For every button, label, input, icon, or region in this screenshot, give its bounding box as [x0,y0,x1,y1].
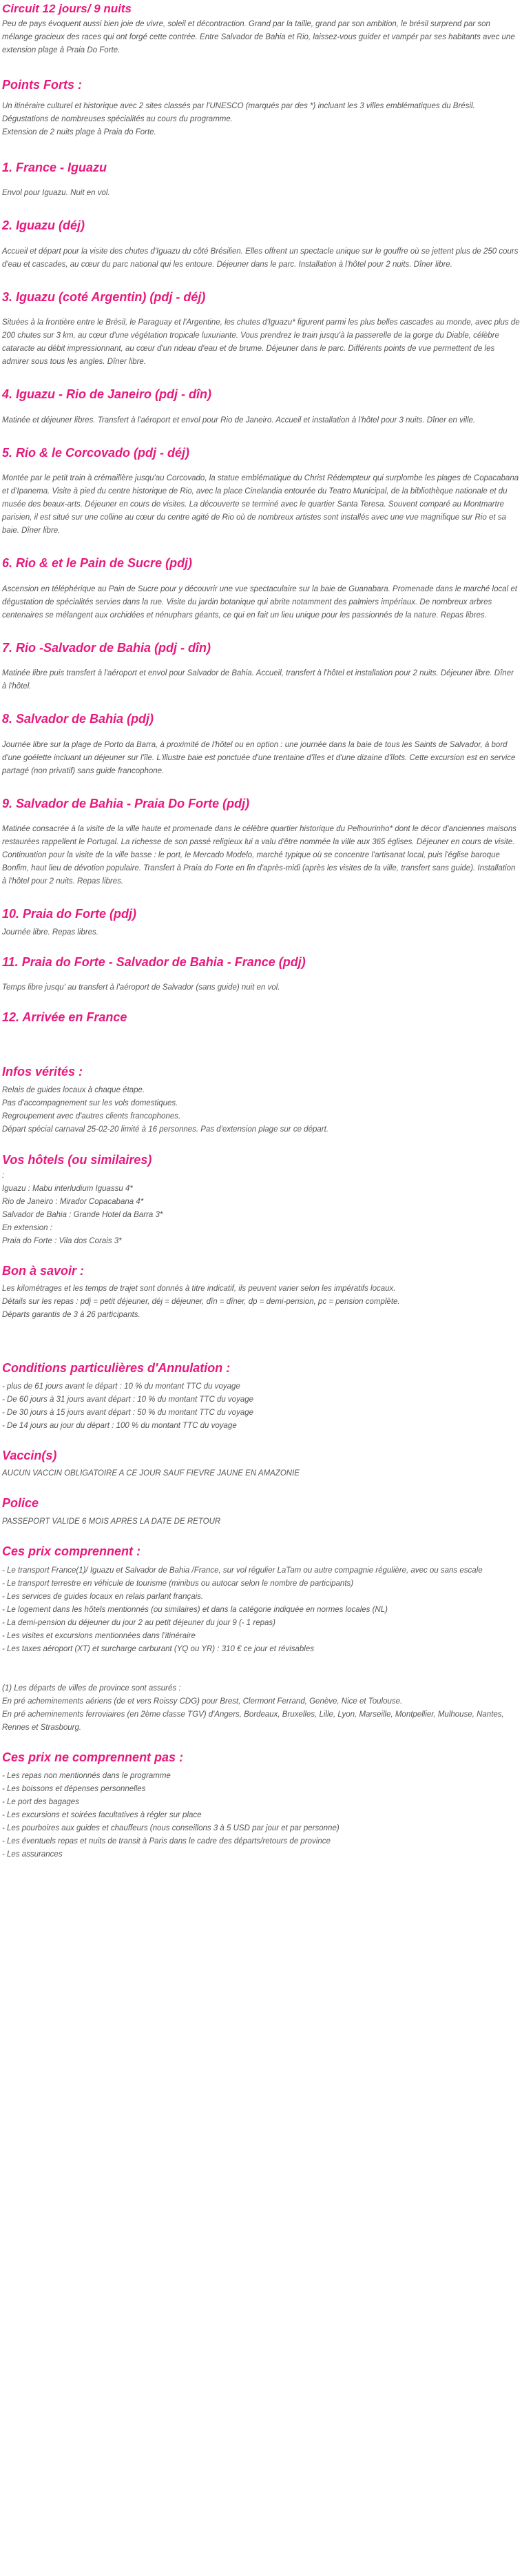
hotels-list [2,1169,520,1248]
day-2-heading: 2. Iguazu (déj) [2,218,85,233]
prix-ne-comprennent-pas-item: - Les pourboires aux guides et chauffeurs (nous conseillons 3 à 5 USD par jour et par personne) [2,1823,340,1832]
day-11-text: Temps libre jusqu' au transfert à l'aéroport de Salvador (sans guide) nuit en vol. [2,983,280,992]
prix-comprennent-note: En pré acheminements aériens (de et vers Roissy CDG) pour Brest, Clermont Ferrand, Genève, Nice et Toulouse. [2,1697,403,1706]
prix-ne-comprennent-pas-item: - Les assurances [2,1850,63,1859]
points-forts-item: Un itinéraire culturel et historique avec 2 sites classés par l'UNESCO (marqués par des *) incluant les 3 villes emblématiques du Brésil. [2,101,475,110]
prix-comprennent-item: - Le transport terrestre en véhicule de tourisme (minibus ou autocar selon le nombre de participants) [2,1580,354,1588]
day-12-heading: 12. Arrivée en France [2,1010,127,1025]
annulation-item: - De 60 jours à 31 jours avant départ : 10 % du montant TTC du voyage [2,1395,254,1404]
bon-a-savoir-item: Détails sur les repas : pdj = petit déjeuner, déj = déjeuner, dîn = dîner, dp = demi-pension, pc = pension complète. [2,1298,400,1307]
page [0,1,522,1861]
blank-line [2,1656,520,1669]
police-text: PASSEPORT VALIDE 6 MOIS APRES LA DATE DE RETOUR [2,1517,221,1526]
points-forts-item: Dégustations de nombreuses spécialités au cours du programme. [2,114,233,123]
prix-comprennent-item: - Le transport France(1)/ Iguazu et Salvador de Bahia /France, sur vol régulier LaTam ou autre compagnie régulière, avec ou sans escale [2,1566,483,1575]
hotels-item: Rio de Janeiro : Mirador Copacabana 4* [2,1197,144,1206]
prix-comprennent-heading: Ces prix comprennent : [2,1544,141,1558]
vaccin-text: AUCUN VACCIN OBLIGATOIRE A CE JOUR SAUF FIEVRE JAUNE EN AMAZONIE [2,1469,300,1478]
day-11-heading: 11. Praia do Forte - Salvador de Bahia - France (pdj) [2,954,306,969]
infos-item: Pas d'accompagnement sur les vols domestiques. [2,1099,178,1108]
infos-heading: Infos vérités : [2,1064,83,1079]
intro-text: Peu de pays évoquent aussi bien joie de vivre, soleil et décontraction. Grand par la taille, grand par son ambition, le brésil surprend par son mélange gracieux des races qui ont forgé cette contrée. Entre Salvador de Bahia et Rio, laissez-vous guider et vampér par ses habitants avec une extension plage à Praia Do Forte. [2,20,515,55]
day-8-text: Journée libre sur la plage de Porto da Barra, à proximité de l'hôtel ou en option : une journée dans la baie de tous les Saints de Salvador, à bord d'une goélette incluant un déjeuner sur l'île. L'illustre baie est ponctuée d'une trentaine d'îles et d'une dizaine d'îlots. Cette excursion est en service partagé (non privatif) sans guide francophone. [2,740,516,775]
infos-item: Relais de guides locaux à chaque étape. [2,1086,145,1095]
prix-comprennent-item: - Les taxes aéroport (XT) et surcharge carburant (YQ ou YR) : 310 € ce jour et révisables [2,1645,314,1654]
hotels-item: : [2,1171,5,1180]
hotels-heading: Vos hôtels (ou similaires) [2,1153,152,1167]
day-7-heading: 7. Rio -Salvador de Bahia (pdj - dîn) [2,640,211,655]
day-4-text: Matinée et déjeuner libres. Transfert à l'aéroport et envol pour Rio de Janeiro. Accueil et installation à l'hôtel pour 3 nuits. Dîner en ville. [2,416,476,425]
points-forts-item: Extension de 2 nuits plage à Praia do Forte. [2,127,156,136]
infos-item: Départ spécial carnaval 25-02-20 limité à 16 personnes. Pas d'extension plage sur ce départ. [2,1125,328,1134]
day-6-text: Ascension en téléphérique au Pain de Sucre pour y découvrir une vue spectaculaire sur la baie de Guanabara. Promenade dans le marché local et dégustation de spécialités servies dans la rue. Visite du jardin botanique qui abrite notamment des palmiers impériaux. De nombreux arbres centenaires se mélangent aux orchidées et nénuphars géants, ce qui en fait un lieu unique pour les passionnés de la nature. Repas libres. [2,584,517,620]
bon-a-savoir-item: Départs garantis de 3 à 26 participants. [2,1311,140,1320]
prix-comprennent-list [2,1564,520,1735]
prix-ne-comprennent-pas-item: - Le port des bagages [2,1797,79,1806]
prix-ne-comprennent-pas-heading: Ces prix ne comprennent pas : [2,1750,184,1765]
annulation-item: - plus de 61 jours avant le départ : 10 % du montant TTC du voyage [2,1382,240,1391]
day-6-heading: 6. Rio & et le Pain de Sucre (pdj) [2,556,193,571]
day-2-text: Accueil et départ pour la visite des chutes d'Iguazu du côté Brésilien. Elles offrent un spectacle unique sur le gouffre où se jettent plus de 250 cours d'eau et cascades, au cœur du parc national qui les entoure. Déjeuner dans le parc. Installation à l'hôtel pour 2 nuits. Dîner libre. [2,247,519,269]
day-10-heading: 10. Praia do Forte (pdj) [2,907,137,921]
day-5-heading: 5. Rio & le Corcovado (pdj - déj) [2,445,190,460]
hotels-item: Iguazu : Mabu interludium Iguassu 4* [2,1184,133,1193]
day-8-heading: 8. Salvador de Bahia (pdj) [2,712,154,726]
vaccin-heading: Vaccin(s) [2,1448,57,1462]
annulation-heading: Conditions particulières d'Annulation : [2,1361,231,1376]
prix-ne-comprennent-pas-item: - Les repas non mentionnés dans le programme [2,1771,171,1780]
prix-comprennent-item: - La demi-pension du déjeuner du jour 2 au petit déjeuner du jour 9 (- 1 repas) [2,1619,275,1628]
annulation-item: - De 30 jours à 15 jours avant départ : 50 % du montant TTC du voyage [2,1408,254,1417]
day-1-text: Envol pour Iguazu. Nuit en vol. [2,189,110,198]
blank-line [2,1669,520,1682]
day-3-heading: 3. Iguazu (coté Argentin) (pdj - déj) [2,289,206,304]
prix-comprennent-item: - Le logement dans les hôtels mentionnés (ou similaires) et dans la catégorie indiquée en normes locales (NL) [2,1606,388,1615]
prix-ne-comprennent-pas-item: - Les excursions et soirées facultatives à régler sur place [2,1810,202,1819]
day-9-heading: 9. Salvador de Bahia - Praia Do Forte (pdj) [2,796,250,810]
annulation-item: - De 14 jours au jour du départ : 100 % du montant TTC du voyage [2,1421,237,1430]
day-5-text: Montée par le petit train à crémaillère jusqu'au Corcovado, la statue emblématique du Christ Rédempteur qui surplombe les plages de Copacabana et d'Ipanema. Visite à pied du centre historique de Rio, avec la place Cinelandia entourée du Teatro Municipal, de la bibliothèque nationale et du musée des beaux-arts. Déjeuner en cours de visites. La découverte se terminé avec le quartier Santa Teresa. Souvent comparé au Montmartre parisien, il est situé sur une colline au cœur du centre agité de Rio où de nombreux artistes sont installés avec une vue magnifique sur Rio et sa baie. Dîner libre. [2,474,519,535]
bon-a-savoir-list [2,1282,520,1322]
day-9-text: Matinée consacrée à la visite de la ville haute et promenade dans le célèbre quartier historique du Pelhourinho* dont le décor d'anciennes maisons restaurées rappellent le Portugal. La richesse de son passé religieux lui a valu d'être nommée la ville aux 365 églises. Déjeuner en cours de visite. Continuation pour la visite de la ville basse : le port, le Mercado Modelo, marché typique où se concentre l'artisanat local, puis l'église baroque Bonfim, haut lieu de dévotion populaire. Transfert à Praia do Forte en fin d'après-midi (après les visites de la ville, transfert sans guide). Installation à l'hôtel pour 2 nuits. Repas libres. [2,825,516,886]
prix-comprennent-item: - Les visites et excursions mentionnées dans l'itinéraire [2,1632,196,1641]
day-4-heading: 4. Iguazu - Rio de Janeiro (pdj - dîn) [2,387,212,402]
day-10-text: Journée libre. Repas libres. [2,928,98,937]
day-1-heading: 1. France - Iguazu [2,160,107,174]
hotels-item: En extension : [2,1223,52,1232]
points-forts-list [2,100,520,139]
hotels-item: Salvador de Bahia : Grande Hotel da Barra 3* [2,1210,163,1219]
page-title: Circuit 12 jours/ 9 nuits [2,2,132,15]
hotels-item: Praia do Forte : Vila dos Corais 3* [2,1236,122,1245]
prix-ne-comprennent-pas-item: - Les éventuels repas et nuits de transit à Paris dans le cadre des départs/retours de province [2,1837,331,1846]
day-3-text: Situées à la frontière entre le Brésil, le Paraguay et l'Argentine, les chutes d'Iguazu* figurent parmi les plus belles cascades au monde, avec plus de 200 chutes sur 3 km, au cœur d'une végétation tropicale luxuriante. Vous prendrez le train jusqu'à la passerelle de la gorge du Diable, célèbre cataracte au débit impressionnant, au cœur d'un rideau d'eau et de brume. Déjeuner dans le parc. Différents points de vue permettent de les admirer sous tous les angles. Dîner libre. [2,318,520,367]
points-forts-heading: Points Forts : [2,78,82,92]
bon-a-savoir-item: Les kilométrages et les temps de trajet sont donnés à titre indicatif, ils peuvent varier selon les impératifs locaux. [2,1285,396,1294]
infos-item: Regroupement avec d'autres clients francophones. [2,1112,181,1121]
prix-comprennent-item: - Les services de guides locaux en relais parlant français. [2,1593,204,1602]
annulation-list [2,1380,520,1433]
prix-comprennent-note: En pré acheminements ferroviaires (en 2ème classe TGV) d'Angers, Bordeaux, Bruxelles, Lille, Lyon, Marseille, Montpellier, Mulhouse, Nantes, Rennes et Strasbourg. [2,1710,504,1732]
police-heading: Police [2,1496,39,1511]
infos-list [2,1084,520,1136]
day-7-text: Matinée libre puis transfert à l'aéroport et envol pour Salvador de Bahia. Accueil, transfert à l'hôtel et installation pour 2 nuits. Déjeuner libre. Dîner à l'hôtel. [2,669,514,691]
bon-a-savoir-heading: Bon à savoir : [2,1263,85,1278]
prix-ne-comprennent-pas-item: - Les boissons et dépenses personnelles [2,1784,146,1793]
prix-ne-comprennent-pas-list [2,1770,520,1861]
prix-comprennent-note: (1) Les départs de villes de province sont assurés : [2,1684,181,1693]
